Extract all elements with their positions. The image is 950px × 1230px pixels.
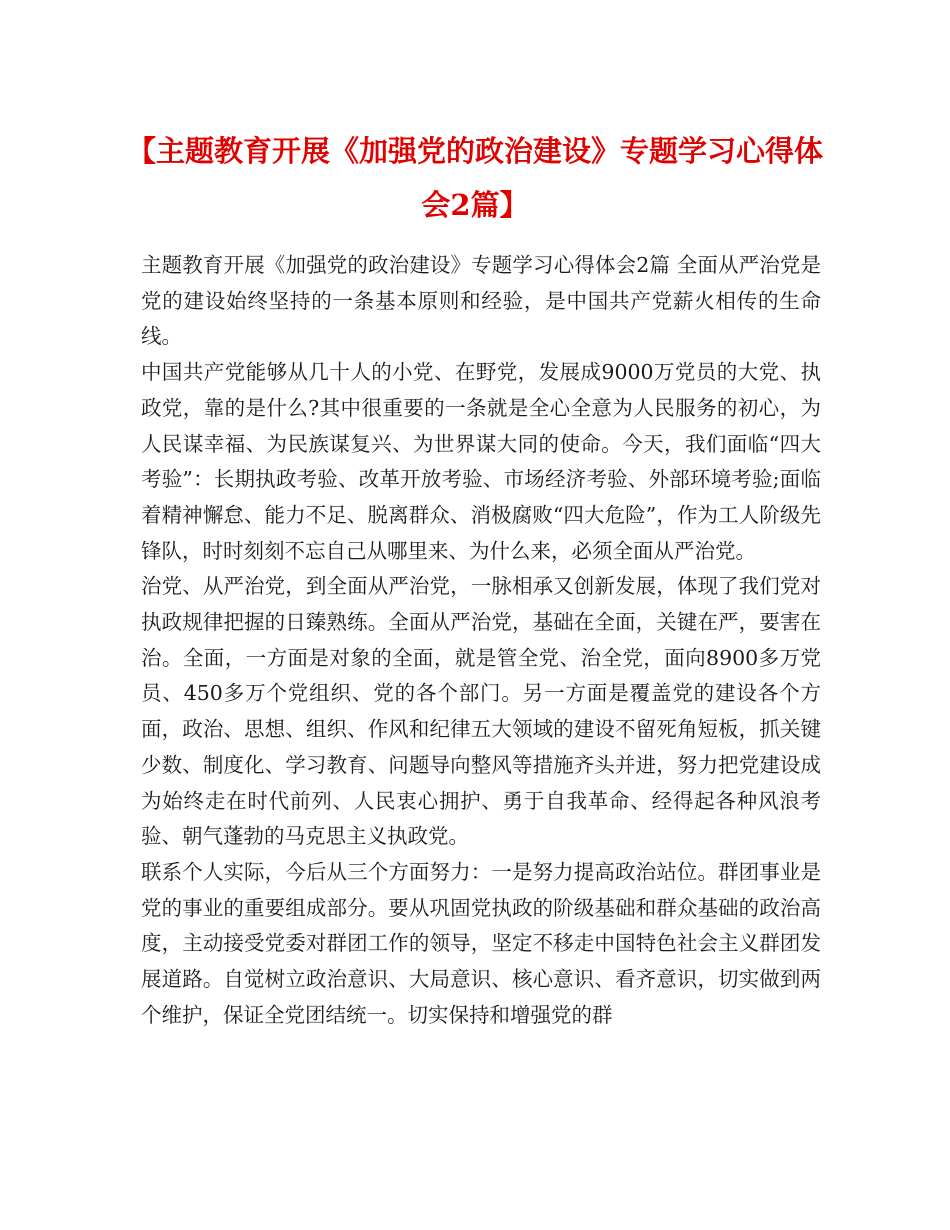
document-body	[141, 248, 821, 1033]
paragraph-3: 治党、从严治党，到全面从严治党，一脉相承又创新发展，体现了我们党对执政规律把握的日臻熟练。全面从严治党，基础在全面，关键在严，要害在治。全面，一方面是对象的全面，就是管全党、治全党，面向8900多万党员、450多万个党组织、党的各个部门。另一方面是覆盖党的建设各个方面，政治、思想、组织、作风和纪律五大领域的建设不留死角短板，抓关键少数、制度化、学习教育、问题导向整风等措施齐头并进，努力把党建设成为始终走在时代前列、人民衷心拥护、勇于自我革命、经得起各种风浪考验、朝气蓬勃的马克思主义执政党。	[141, 574, 821, 849]
paragraph-1: 主题教育开展《加强党的政治建设》专题学习心得体会2篇 全面从严治党是党的建设始终坚持的一条基本原则和经验，是中国共产党薪火相传的生命线。	[141, 253, 821, 349]
document-title: 【主题教育开展《加强党的政治建设》专题学习心得体会2篇】	[126, 134, 823, 222]
paragraph-2: 中国共产党能够从几十人的小党、在野党，发展成9000万党员的大党、执政党，靠的是什么?其中很重要的一条就是全心全意为人民服务的初心，为人民谋幸福、为民族谋复兴、为世界谋大同的使命。今天，我们面临“四大考验”：长期执政考验、改革开放考验、市场经济考验、外部环境考验;面临着精神懈怠、能力不足、脱离群众、消极腐败“四大危险”，作为工人阶级先锋队，时时刻刻不忘自己从哪里来、为什么来，必须全面从严治党。	[141, 360, 821, 563]
paragraph-4: 联系个人实际，今后从三个方面努力：一是努力提高政治站位。群团事业是党的事业的重要组成部分。要从巩固党执政的阶级基础和群众基础的政治高度，主动接受党委对群团工作的领导，坚定不移走中国特色社会主义群团发展道路。自觉树立政治意识、大局意识、核心意识、看齐意识，切实做到两个维护，保证全党团结统一。切实保持和增强党的群	[141, 859, 821, 1027]
